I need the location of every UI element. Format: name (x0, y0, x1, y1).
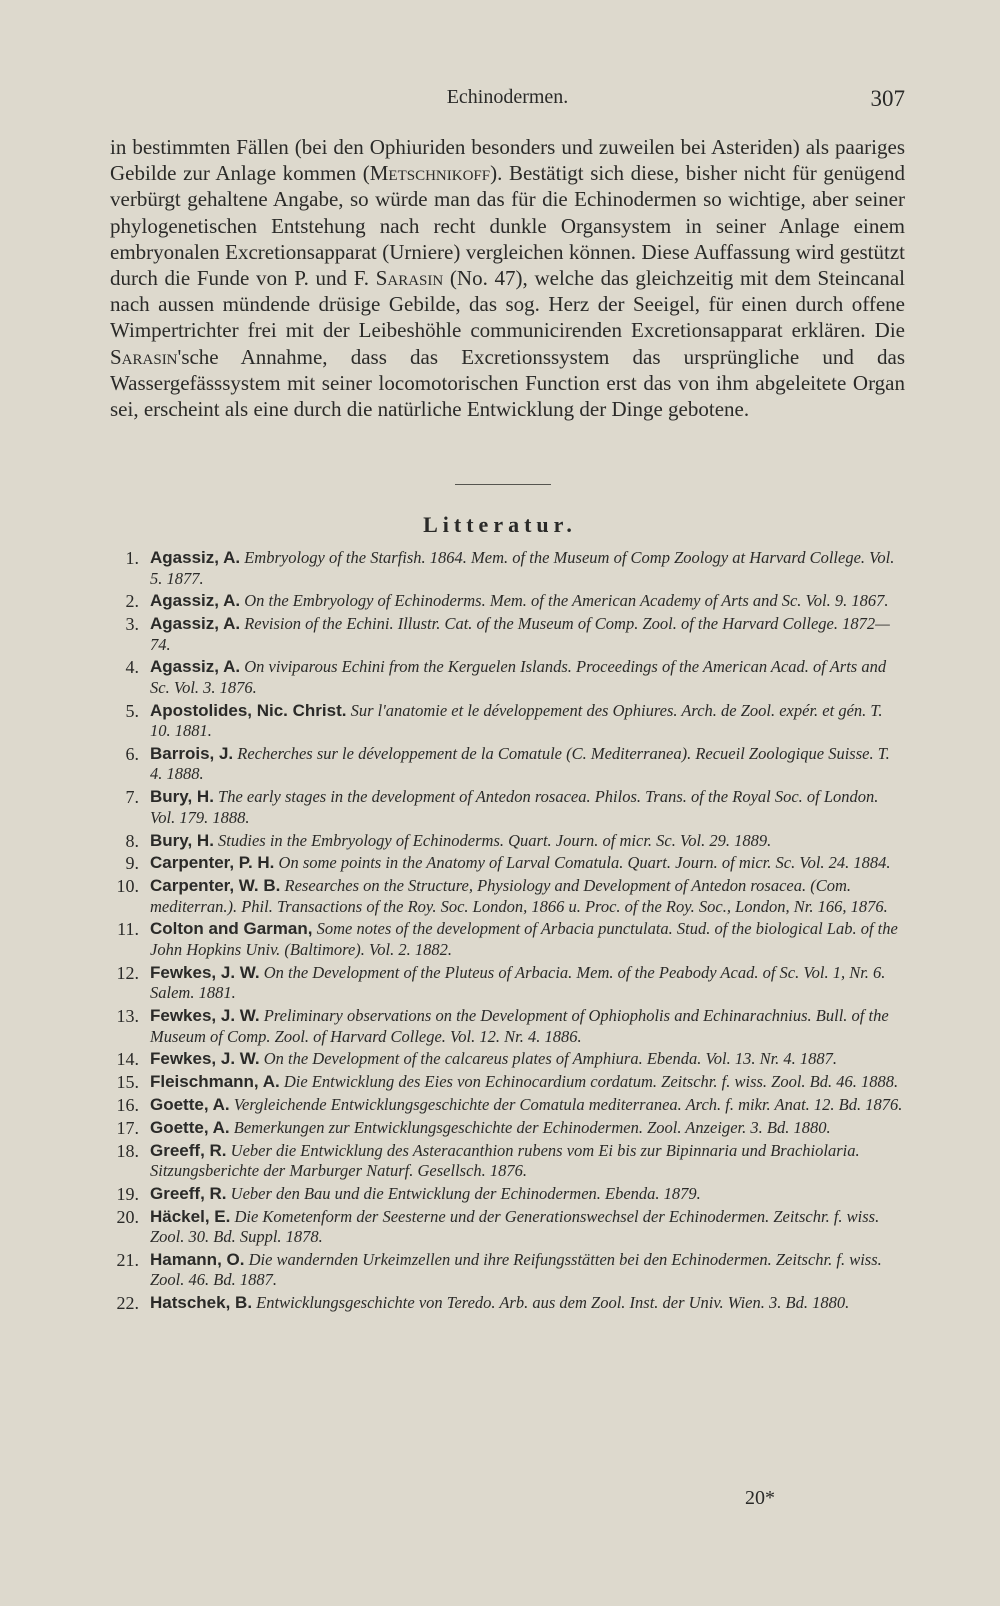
reference-item (106, 614, 906, 655)
reference-title: Preliminary observations on the Development of Ophiopholis and Echinarachnius. Bull. of the Museum of Comp. Zool. of Harvard College. Vol. 12. Nr. 4. 1886. (150, 1006, 889, 1046)
reference-item (106, 963, 906, 1004)
reference-author: Carpenter, W. B. (150, 876, 281, 896)
reference-number: 3. (125, 614, 139, 635)
reference-author: Hamann, O. (150, 1249, 245, 1269)
author-name-metschnikoff: Metschnikoff (369, 161, 491, 186)
reference-item (106, 1049, 906, 1070)
reference-number: 16. (116, 1094, 139, 1115)
reference-number: 5. (125, 700, 139, 721)
reference-author: Colton and Garman, (150, 919, 313, 939)
reference-title: On the Embryology of Echinoderms. Mem. of the American Academy of Arts and Sc. Vol. 9. 1867. (244, 591, 889, 611)
reference-title: Vergleichende Entwicklungsgeschichte der Comatula mediterranea. Arch. f. mikr. Anat. 12. Bd. 1876. (233, 1094, 903, 1114)
reference-author: Goette, A. (150, 1117, 230, 1137)
reference-item (106, 1250, 906, 1291)
reference-author: Agassiz, A. (150, 591, 241, 611)
body-text-segment: in bestimmten Fällen (bei den Ophiuriden besonders und zuweilen bei Asteriden) als paariges Gebilde zur Anlage kommen ( (110, 135, 905, 186)
reference-item (106, 1006, 906, 1047)
body-text-segment: 'sche Annahme, dass das Excretionssystem das ursprüngliche und das Wassergefässsystem mit seiner locomotorischen Function erst das von ihm abgeleitete Organ sei, erscheint als eine durch die natürliche Entwicklung der Dinge gebotene. (110, 344, 905, 422)
reference-number: 6. (125, 743, 139, 764)
reference-number: 19. (116, 1183, 139, 1204)
section-divider (455, 484, 551, 485)
reference-number: 14. (116, 1049, 139, 1070)
reference-title: Some notes of the development of Arbacia punctulata. Stud. of the biological Lab. of the John Hopkins Univ. (Baltimore). Vol. 2. 1882. (150, 919, 898, 959)
reference-title: The early stages in the development of Antedon rosacea. Philos. Trans. of the Royal Soc. of London. Vol. 179. 1888. (150, 787, 879, 827)
reference-author: Häckel, E. (150, 1206, 231, 1226)
reference-number: 9. (125, 853, 139, 874)
reference-item (106, 1184, 906, 1205)
page-number: 307 (870, 86, 905, 111)
reference-title: On viviparous Echini from the Kerguelen Islands. Proceedings of the American Acad. of Arts and Sc. Vol. 3. 1876. (150, 657, 887, 697)
reference-title: Die wandernden Urkeimzellen und ihre Reifungsstätten bei den Echinodermen. Zeitschr. f. wiss. Zool. 46. Bd. 1887. (150, 1249, 882, 1290)
reference-item (106, 657, 906, 698)
reference-author: Apostolides, Nic. Christ. (150, 700, 347, 720)
reference-item (106, 548, 906, 589)
reference-number: 15. (116, 1072, 139, 1093)
reference-number: 22. (116, 1293, 139, 1314)
reference-author: Goette, A. (150, 1094, 230, 1114)
reference-item (106, 1072, 906, 1093)
reference-item (106, 831, 906, 852)
reference-author: Greeff, R. (150, 1183, 227, 1203)
reference-item (106, 591, 906, 612)
reference-item (106, 1141, 906, 1182)
reference-title: Researches on the Structure, Physiology and Development of Antedon rosacea. (Com. mediterran.). Phil. Transactions of the Roy. Soc. London, 1866 u. Proc. of the Roy. Soc., London, Nr. 166, 1876. (150, 876, 888, 916)
reference-list (106, 548, 906, 1316)
reference-title: Entwicklungsgeschichte von Teredo. Arb. aus dem Zool. Inst. der Univ. Wien. 3. Bd. 1880. (256, 1293, 850, 1313)
running-title: Echinodermen. (446, 86, 569, 108)
reference-author: Bury, H. (150, 787, 214, 807)
reference-title: Revision of the Echini. Illustr. Cat. of the Museum of Comp. Zool. of the Harvard College. 1872—74. (150, 614, 890, 654)
reference-item (106, 853, 906, 874)
reference-number: 4. (125, 657, 139, 678)
signature-mark: 20* (745, 1487, 775, 1509)
reference-number: 2. (125, 591, 139, 612)
reference-author: Agassiz, A. (150, 548, 241, 567)
reference-author: Agassiz, A. (150, 657, 241, 677)
reference-number: 12. (116, 962, 139, 983)
reference-author: Agassiz, A. (150, 614, 241, 634)
author-name-sarasin: Sarasin (375, 266, 444, 291)
body-text-segment: (No. 47), welche das gleichzeitig mit dem Steincanal nach aussen mündende drüsige Gebilde, das sog. Herz der Seeigel, für einen durch offene Wimpertrichter frei mit der Leibeshöhle communicirenden Excretionsapparat erklären. Die (110, 266, 905, 343)
reference-item (106, 701, 906, 742)
reference-item (106, 1293, 906, 1314)
reference-title: On the Development of the Pluteus of Arbacia. Mem. of the Peabody Acad. of Sc. Vol. 1, Nr. 6. Salem. 1881. (150, 962, 886, 1003)
reference-title: Ueber den Bau und die Entwicklung der Echinodermen. Ebenda. 1879. (230, 1183, 701, 1203)
reference-number: 17. (116, 1117, 139, 1138)
reference-author: Greeff, R. (150, 1140, 227, 1160)
reference-author: Hatschek, B. (150, 1293, 253, 1313)
reference-title: On some points in the Anatomy of Larval Comatula. Quart. Journ. of micr. Sc. Vol. 24. 1884. (278, 853, 891, 873)
reference-author: Barrois, J. (150, 743, 234, 763)
body-paragraph (110, 134, 905, 422)
reference-number: 7. (125, 787, 139, 808)
reference-number: 1. (125, 548, 139, 568)
reference-author: Bury, H. (150, 830, 214, 850)
reference-author: Fewkes, J. W. (150, 1006, 260, 1026)
body-text-segment: ). Bestätigt sich diese, bisher nicht für genügend verbürgt gehaltene Angabe, so würde man das für die Echinodermen so wichtige, aber seiner phylogenetischen Entstehung nach recht dunkle Organsystem in seiner Anlage einem embryonalen Excretionsapparat (Urniere) vergleichen können. Diese Auffassung wird gestützt durch die Funde von P. und F. (110, 161, 905, 291)
reference-title: Die Entwicklung des Eies von Echinocardium cordatum. Zeitschr. f. wiss. Zool. Bd. 46. 1888. (283, 1072, 899, 1092)
reference-number: 21. (116, 1249, 139, 1270)
reference-item (106, 1095, 906, 1116)
reference-item (106, 1118, 906, 1139)
literature-heading: Litteratur. (423, 512, 577, 537)
reference-number: 18. (116, 1140, 139, 1161)
reference-title: Bemerkungen zur Entwicklungsgeschichte der Echinodermen. Zool. Anzeiger. 3. Bd. 1880. (233, 1117, 831, 1137)
page-header (110, 86, 905, 116)
reference-number: 11. (117, 919, 139, 940)
reference-title: Embryology of the Starfish. 1864. Mem. of the Museum of Comp Zoology at Harvard College. Vol. 5. 1877. (150, 548, 895, 588)
reference-author: Carpenter, P. H. (150, 853, 275, 873)
reference-author: Fewkes, J. W. (150, 962, 260, 982)
reference-title: Sur l'anatomie et le développement des Ophiures. Arch. de Zool. expér. et gén. T. 10. 1881. (150, 700, 883, 741)
reference-number: 13. (116, 1006, 139, 1027)
reference-title: Recherches sur le développement de la Comatule (C. Mediterranea). Recueil Zoologique Suisse. T. 4. 1888. (150, 743, 890, 784)
reference-author: Fewkes, J. W. (150, 1049, 260, 1069)
reference-item (106, 1207, 906, 1248)
reference-item (106, 744, 906, 785)
reference-number: 20. (116, 1206, 139, 1227)
reference-title: On the Development of the calcareus plates of Amphiura. Ebenda. Vol. 13. Nr. 4. 1887. (263, 1049, 838, 1069)
author-name-sarasin: Sarasin (110, 344, 178, 369)
reference-item (106, 876, 906, 917)
reference-title: Studies in the Embryology of Echinoderms. Quart. Journ. of micr. Sc. Vol. 29. 1889. (218, 830, 772, 850)
reference-title: Die Kometenform der Seesterne und der Generationswechsel der Echinodermen. Zeitschr. f. wiss. Zool. 30. Bd. Suppl. 1878. (150, 1206, 880, 1247)
reference-number: 10. (116, 876, 139, 897)
reference-number: 8. (125, 830, 139, 851)
reference-author: Fleischmann, A. (150, 1072, 280, 1092)
reference-item (106, 919, 906, 960)
reference-title: Ueber die Entwicklung des Asteracanthion rubens vom Ei bis zur Bipinnaria und Brachiolaria. Sitzungsberichte der Marburger Naturf. Gesellsch. 1876. (150, 1140, 860, 1181)
reference-item (106, 787, 906, 828)
